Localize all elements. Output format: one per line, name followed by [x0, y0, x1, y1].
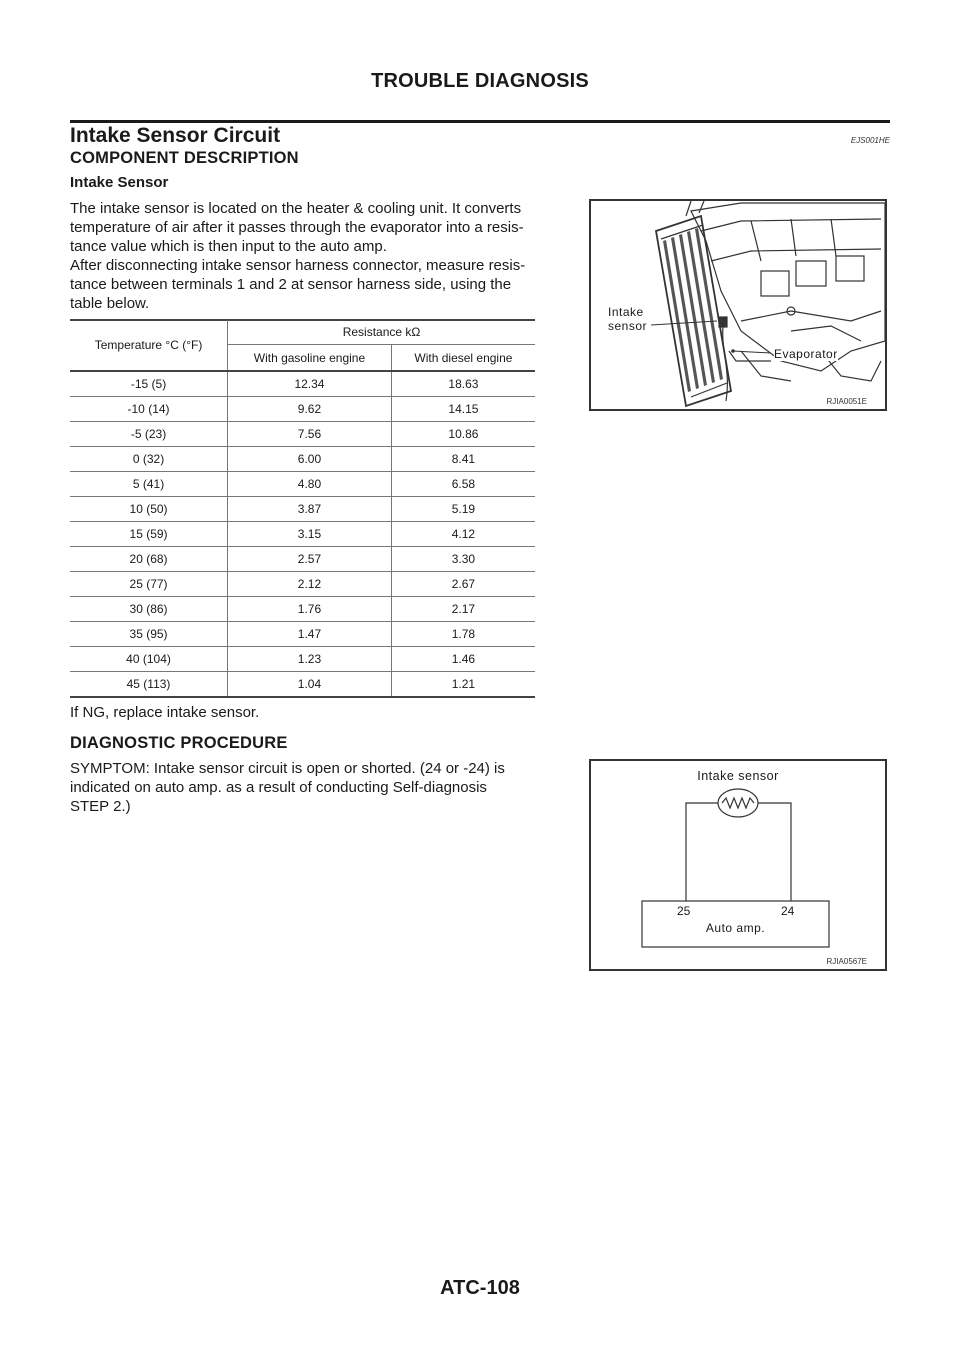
- evaporator-label: Evaporator: [774, 347, 838, 361]
- diagnostic-procedure-heading: DIAGNOSTIC PROCEDURE: [70, 734, 288, 752]
- table-cell-gasoline: 1.76: [228, 597, 392, 622]
- figure-id: RJIA0051E: [826, 397, 867, 406]
- table-cell-temperature: 20 (68): [70, 547, 228, 572]
- circuit-diagram: [591, 761, 885, 969]
- table-cell-temperature: 15 (59): [70, 522, 228, 547]
- intake-sensor-circuit-figure: [589, 759, 887, 971]
- terminal-24-label: 24: [781, 904, 795, 918]
- section-title: Intake Sensor Circuit: [70, 124, 281, 147]
- auto-amp-label: Auto amp.: [705, 921, 766, 935]
- table-cell-diesel: 4.12: [391, 522, 535, 547]
- table-cell-diesel: 1.78: [391, 622, 535, 647]
- resistance-table: [70, 320, 535, 698]
- page-header-title: TROUBLE DIAGNOSIS: [371, 70, 589, 92]
- diagnostic-paragraph: [70, 759, 578, 816]
- intake-sensor-title: Intake sensor: [697, 769, 779, 783]
- table-cell-temperature: 40 (104): [70, 647, 228, 672]
- table-cell-gasoline: 2.57: [228, 547, 392, 572]
- intake-label: Intake: [608, 305, 644, 319]
- table-cell-temperature: 5 (41): [70, 472, 228, 497]
- table-cell-diesel: 6.58: [391, 472, 535, 497]
- header-rule: [70, 120, 890, 123]
- table-cell-temperature: 30 (86): [70, 597, 228, 622]
- table-cell-gasoline: 4.80: [228, 472, 392, 497]
- component-description-heading: COMPONENT DESCRIPTION: [70, 149, 299, 167]
- sensor-label: sensor: [608, 319, 648, 333]
- table-header-row: [70, 320, 535, 345]
- table-cell-diesel: 1.46: [391, 647, 535, 672]
- resistance-group-header: Resistance kΩ: [228, 320, 535, 345]
- table-cell-gasoline: 1.04: [228, 672, 392, 698]
- paragraph-line: temperature of air after it passes through the evaporator into a resis-: [70, 219, 524, 236]
- table-cell-gasoline: 12.34: [228, 371, 392, 397]
- table-cell-gasoline: 2.12: [228, 572, 392, 597]
- temperature-column-header: Temperature °C (°F): [70, 320, 228, 371]
- paragraph-line: The intake sensor is located on the heater & cooling unit. It converts: [70, 200, 522, 217]
- table-cell-gasoline: 3.87: [228, 497, 392, 522]
- paragraph-line: After disconnecting intake sensor harness connector, measure resis-: [70, 257, 526, 274]
- table-cell-diesel: 18.63: [391, 371, 535, 397]
- table-cell-diesel: 10.86: [391, 422, 535, 447]
- table-cell-gasoline: 7.56: [228, 422, 392, 447]
- table-cell-diesel: 8.41: [391, 447, 535, 472]
- paragraph-line: table below.: [70, 295, 150, 312]
- diesel-column-header: With diesel engine: [391, 345, 535, 372]
- table-cell-temperature: -10 (14): [70, 397, 228, 422]
- page-number: ATC-108: [440, 1277, 520, 1299]
- table-cell-diesel: 2.67: [391, 572, 535, 597]
- table-cell-temperature: -15 (5): [70, 371, 228, 397]
- table-cell-diesel: 5.19: [391, 497, 535, 522]
- table-cell-gasoline: 9.62: [228, 397, 392, 422]
- table-cell-temperature: 35 (95): [70, 622, 228, 647]
- terminal-25-label: 25: [677, 904, 691, 918]
- table-cell-diesel: 2.17: [391, 597, 535, 622]
- paragraph-line: indicated on auto amp. as a result of conducting Self-diagnosis: [70, 779, 487, 796]
- table-cell-gasoline: 1.47: [228, 622, 392, 647]
- component-description-paragraph: [70, 199, 578, 313]
- table-cell-temperature: 45 (113): [70, 672, 228, 698]
- table-cell-temperature: 25 (77): [70, 572, 228, 597]
- table-cell-temperature: 0 (32): [70, 447, 228, 472]
- paragraph-line: tance between terminals 1 and 2 at sensor harness side, using the: [70, 276, 512, 293]
- intake-sensor-subheading: Intake Sensor: [70, 174, 169, 191]
- paragraph-line: STEP 2.): [70, 798, 131, 815]
- replace-note: If NG, replace intake sensor.: [70, 704, 260, 721]
- table-cell-gasoline: 6.00: [228, 447, 392, 472]
- table-cell-temperature: 10 (50): [70, 497, 228, 522]
- paragraph-line: SYMPTOM: Intake sensor circuit is open or shorted. (24 or -24) is: [70, 760, 505, 777]
- table-cell-diesel: 3.30: [391, 547, 535, 572]
- table-cell-temperature: -5 (23): [70, 422, 228, 447]
- figure-id: RJIA0567E: [826, 957, 867, 966]
- intake-sensor-location-figure: [589, 199, 887, 411]
- table-cell-diesel: 1.21: [391, 672, 535, 698]
- paragraph-line: tance value which is then input to the auto amp.: [70, 238, 387, 255]
- table-cell-diesel: 14.15: [391, 397, 535, 422]
- table-cell-gasoline: 1.23: [228, 647, 392, 672]
- gasoline-column-header: With gasoline engine: [228, 345, 392, 372]
- table-cell-gasoline: 3.15: [228, 522, 392, 547]
- section-code: EJS001HE: [850, 136, 890, 145]
